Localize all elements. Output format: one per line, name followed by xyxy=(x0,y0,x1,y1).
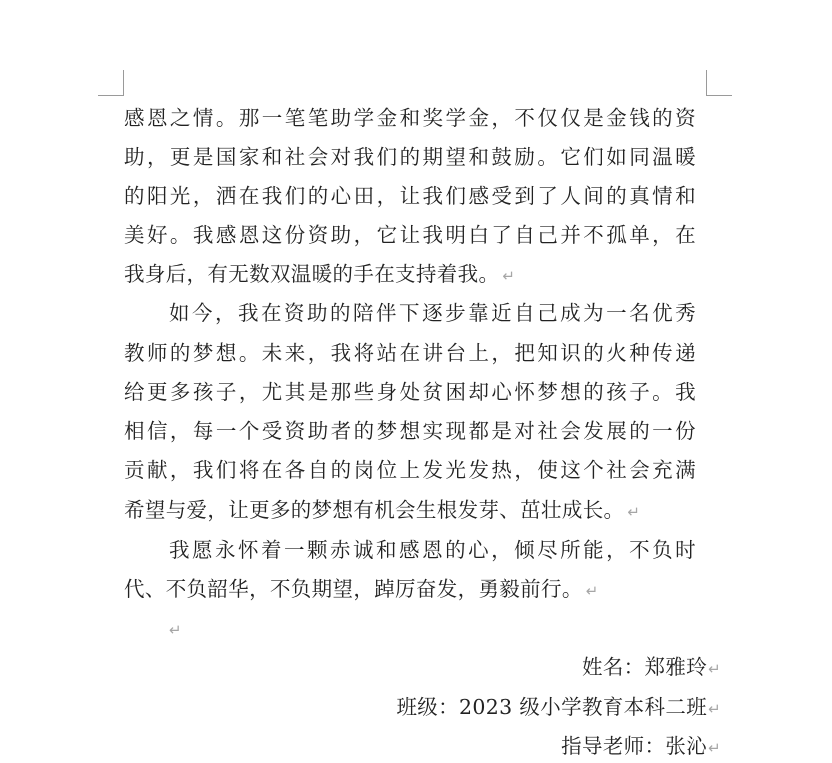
paragraph-mark-icon: ↵ xyxy=(169,621,182,639)
paragraph-line: 如今，我在资助的陪伴下逐步靠近自己成为一名优秀 xyxy=(169,301,696,325)
paragraph-line: 我身后，有无数双温暖的手在支持着我。 ↵ xyxy=(124,262,516,286)
signature-class: 班级：2023 级小学教育本科二班↵ xyxy=(396,695,721,719)
paragraph-line: 感恩之情。那一笔笔助学金和奖学金，不仅仅是金钱的资 xyxy=(124,106,696,130)
paragraph-line: 美好。我感恩这份资助，它让我明白了自己并不孤单，在 xyxy=(124,223,696,247)
paragraph-mark-icon: ↵ xyxy=(708,739,721,757)
paragraph-line: 给更多孩子，尤其是那些身处贫困却心怀梦想的孩子。我 xyxy=(124,380,696,404)
paragraph-line: 希望与爱，让更多的梦想有机会生根发芽、茁壮成长。 ↵ xyxy=(124,498,641,522)
margin-corner-top-right xyxy=(706,70,732,96)
paragraph-line: 我愿永怀着一颗赤诚和感恩的心，倾尽所能，不负时 xyxy=(169,538,696,562)
signature-advisor: 指导老师：张沁↵ xyxy=(561,734,721,758)
paragraph-line: 代、不负韶华，不负期望，踔厉奋发，勇毅前行。 ↵ xyxy=(124,577,599,601)
paragraph-mark-icon: ↵ xyxy=(708,700,721,718)
paragraph-mark-icon: ↵ xyxy=(627,503,641,521)
margin-corner-top-left xyxy=(98,70,124,96)
paragraph-mark-icon: ↵ xyxy=(585,582,599,600)
empty-paragraph xyxy=(166,615,182,645)
paragraph-line: 相信，每一个受资助者的梦想实现都是对社会发展的一份 xyxy=(124,419,696,443)
paragraph-line: 的阳光，洒在我们的心田，让我们感受到了人间的真情和 xyxy=(124,184,696,208)
signature-name: 姓名：郑雅玲↵ xyxy=(581,655,721,679)
paragraph-line: 助，更是国家和社会对我们的期望和鼓励。它们如同温暖 xyxy=(124,145,696,169)
paragraph-line: 教师的梦想。未来，我将站在讲台上，把知识的火种传递 xyxy=(124,341,696,365)
paragraph-mark-icon: ↵ xyxy=(502,267,516,285)
paragraph-line: 贡献，我们将在各自的岗位上发光发热，使这个社会充满 xyxy=(124,458,696,482)
paragraph-mark-icon: ↵ xyxy=(708,660,721,678)
